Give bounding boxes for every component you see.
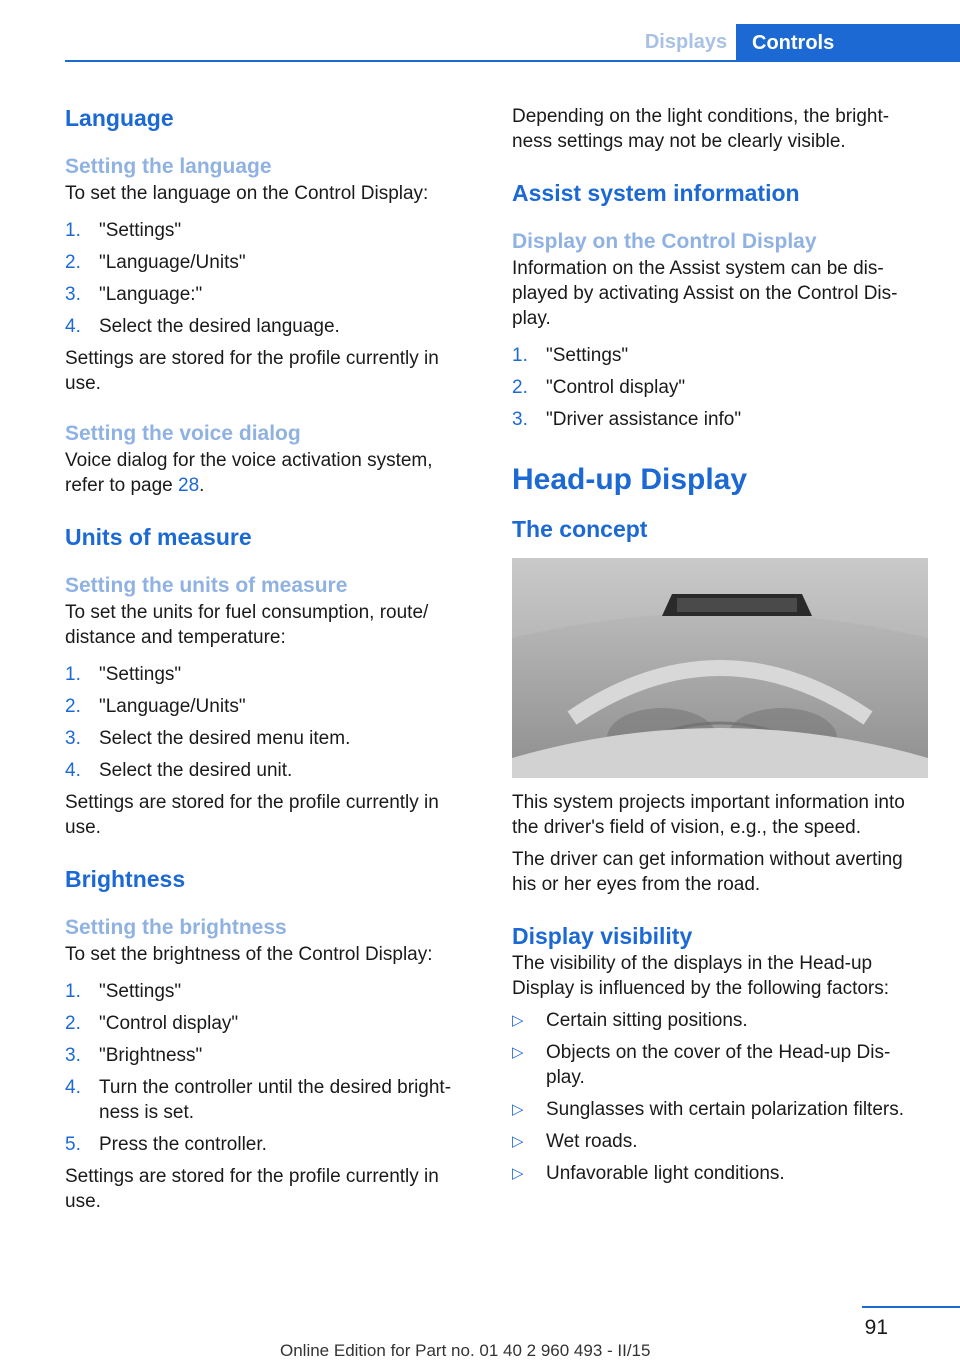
visibility-factors	[512, 1008, 932, 1186]
voice-dialog-text: Voice dialog for the voice activation system, refer to page 28.	[65, 450, 433, 496]
language-heading: Language	[65, 105, 174, 131]
list-item: ▷ Sunglasses with certain polarization filters.	[512, 1099, 905, 1120]
assist-heading: Assist system information	[512, 180, 800, 206]
list-item: ▷ Certain sitting positions.	[512, 1010, 748, 1031]
list-item: 1. "Settings"	[65, 981, 182, 1002]
list-item: 3. "Language:"	[65, 284, 203, 305]
assist-text: Information on the Assist system can be dis‐ played by activating Assist on the Control Dis‐ play.	[512, 258, 898, 329]
visibility-heading: Display visibility	[512, 923, 693, 949]
list-item: 4. Select the desired unit.	[65, 760, 293, 781]
footer-rule	[862, 1306, 960, 1308]
list-item: 1. "Settings"	[512, 345, 629, 366]
setting-brightness-heading: Setting the brightness	[65, 916, 287, 939]
list-item: 2. "Control display"	[512, 377, 686, 398]
list-item: ▷ Objects on the cover of the Head-up Dis‐ play.	[512, 1042, 891, 1088]
voice-dialog-heading: Setting the voice dialog	[65, 422, 301, 445]
units-heading: Units of measure	[65, 524, 252, 550]
list-item: 2. "Language/Units"	[65, 696, 246, 717]
triangle-bullet-icon: ▷	[512, 1133, 524, 1150]
list-item: 3. Select the desired menu item.	[65, 728, 351, 749]
triangle-bullet-icon: ▷	[512, 1101, 524, 1118]
units-steps	[65, 662, 475, 783]
brightness-heading: Brightness	[65, 866, 186, 892]
brightness-note: Settings are stored for the profile currently in use.	[65, 1166, 439, 1212]
list-item: ▷ Wet roads.	[512, 1131, 638, 1152]
setting-units-text: To set the units for fuel consumption, route/ distance and temperature:	[65, 602, 429, 648]
language-note: Settings are stored for the profile currently in use.	[65, 348, 439, 394]
list-item: 1. "Settings"	[65, 664, 182, 685]
language-steps	[65, 218, 475, 339]
list-item: 2. "Language/Units"	[65, 252, 246, 273]
list-item: ▷ Unfavorable light conditions.	[512, 1163, 785, 1184]
page-link[interactable]: 28	[178, 475, 200, 496]
right-column	[512, 100, 932, 1193]
tab-controls[interactable]: Controls	[736, 24, 960, 62]
hud-dashboard-image	[512, 558, 928, 778]
list-item: 4. Select the desired language.	[65, 316, 340, 337]
setting-language-heading: Setting the language	[65, 155, 272, 178]
assist-steps	[512, 343, 932, 432]
list-item: 1. "Settings"	[65, 220, 182, 241]
brightness-continued-text: Depending on the light conditions, the bright‐ ness settings may not be clearly visible.	[512, 106, 890, 152]
triangle-bullet-icon: ▷	[512, 1012, 524, 1029]
list-item: 2. "Control display"	[65, 1013, 239, 1034]
concept-text-1: This system projects important information into the driver's field of vision, e.g., the speed.	[512, 792, 905, 838]
dashboard-illustration	[512, 558, 928, 778]
list-item: 3. "Brightness"	[65, 1045, 203, 1066]
edition-text: Online Edition for Part no. 01 40 2 960 493 - II/15	[280, 1341, 651, 1360]
tab-displays[interactable]: Displays	[644, 31, 728, 53]
list-item: 3. "Driver assistance info"	[512, 409, 742, 430]
concept-heading: The concept	[512, 516, 648, 542]
list-item: 5. Press the controller.	[65, 1134, 267, 1155]
header-rule	[65, 60, 960, 62]
list-item: 4. Turn the controller until the desired bright‐ ness is set.	[65, 1077, 452, 1123]
assist-display-heading: Display on the Control Display	[512, 230, 817, 253]
triangle-bullet-icon: ▷	[512, 1044, 524, 1061]
concept-text-2: The driver can get information without averting his or her eyes from the road.	[512, 849, 903, 895]
triangle-bullet-icon: ▷	[512, 1165, 524, 1182]
setting-brightness-text: To set the brightness of the Control Display:	[65, 944, 433, 965]
setting-language-text: To set the language on the Control Display:	[65, 183, 429, 204]
hud-heading: Head-up Display	[512, 463, 748, 496]
setting-units-heading: Setting the units of measure	[65, 574, 348, 597]
visibility-text: The visibility of the displays in the Head-up Display is influenced by the following factors:	[512, 953, 890, 999]
brightness-steps	[65, 979, 475, 1157]
units-note: Settings are stored for the profile currently in use.	[65, 792, 439, 838]
left-column	[65, 100, 475, 1214]
page-number: 91	[864, 1316, 888, 1339]
